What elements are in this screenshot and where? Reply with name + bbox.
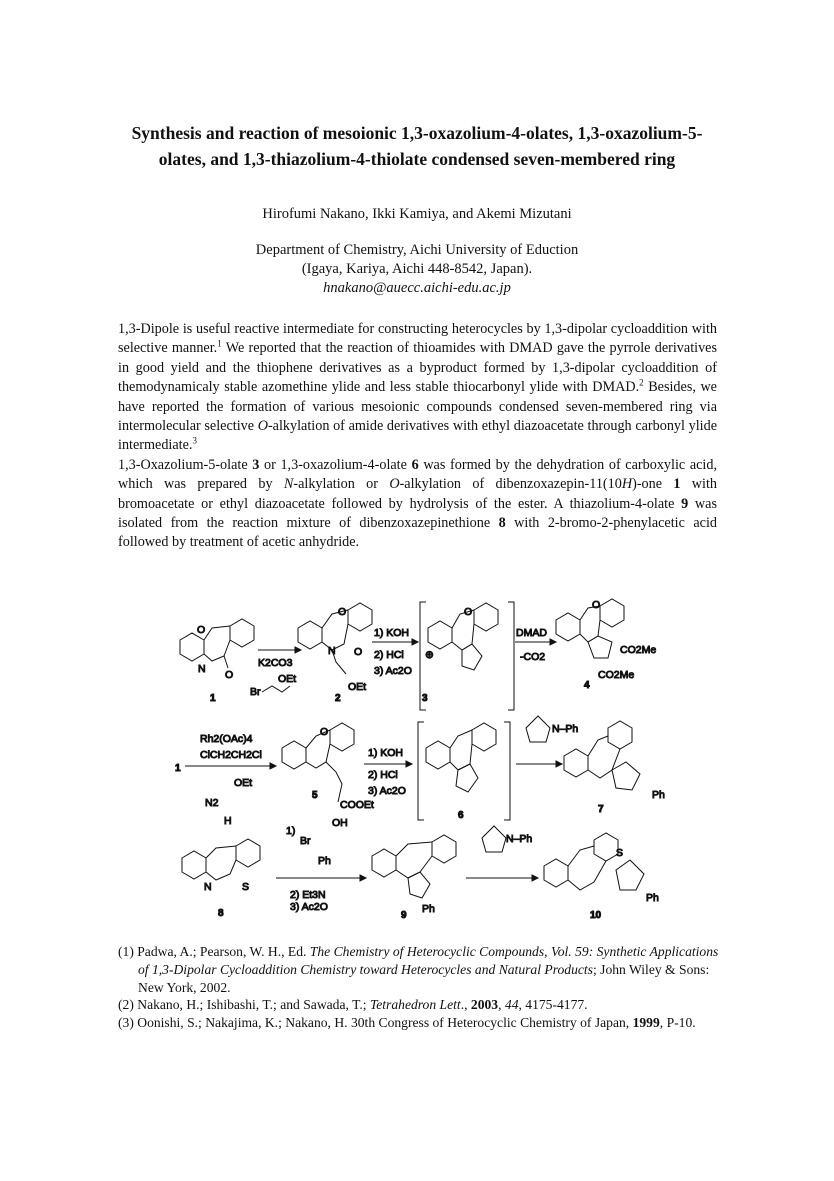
email-link[interactable]: hnakano@auecc.aichi-edu.ac.jp bbox=[323, 280, 511, 296]
compound-label-1: 1 bbox=[210, 693, 216, 704]
ph-10: Ph bbox=[646, 892, 659, 904]
maleimide-reagent-1 bbox=[526, 716, 550, 742]
ring-o-label: O bbox=[197, 624, 206, 636]
n-label-2: N bbox=[328, 645, 336, 657]
compound-label-10: 10 bbox=[590, 910, 602, 921]
reagent-ph-3: Ph bbox=[318, 855, 331, 867]
compound-1-structure bbox=[180, 619, 254, 668]
paragraph-2: 1,3-Oxazolium-5-olate 3 or 1,3-oxazolium-4-olate 6 was formed by the dehydration of carboxylic acid, which was prepared by N-alkylation or O-alkylation of dibenzoxazepin-11(10H)-one 1 with bromoacetate or ethyl diazoacetate followed by hydrolysis of the ester. A thiazolium-4-olate 9 was isolated from the reaction mixture of dibenzoxazepinethione 8 with 2-bromo-2-phenylacetic acid followed by treatment of acetic anhydride. bbox=[118, 456, 718, 551]
carbonyl-o-2: O bbox=[354, 646, 363, 658]
reagent-oh: OH bbox=[332, 817, 348, 829]
bracket-3 bbox=[420, 602, 514, 710]
carbonyl-o-label: O bbox=[225, 669, 234, 681]
reagent-solvent: ClCH2CH2Cl bbox=[200, 749, 262, 761]
compound-2-structure bbox=[298, 603, 372, 674]
ring-o-2: O bbox=[338, 606, 347, 618]
co2me-a: CO2Me bbox=[620, 644, 657, 656]
step-hcl-2: 2) HCl bbox=[368, 769, 398, 781]
ring-o-4: O bbox=[592, 599, 601, 611]
step-ac2o-2: 3) Ac2O bbox=[368, 785, 406, 797]
compound-label-3: 3 bbox=[422, 693, 428, 704]
reagent-dmad: DMAD bbox=[516, 627, 547, 639]
compound-8-structure bbox=[182, 839, 260, 880]
references bbox=[118, 943, 728, 1032]
reaction-scheme bbox=[160, 598, 700, 928]
address: (Igaya, Kariya, Aichi 448-8542, Japan). bbox=[301, 261, 533, 277]
compound-label-5: 5 bbox=[312, 790, 318, 801]
reagent-rh: Rh2(OAc)4 bbox=[200, 733, 253, 745]
compound-label-4: 4 bbox=[584, 680, 590, 691]
step-ac2o-1: 3) Ac2O bbox=[374, 665, 412, 677]
reagent-oet: OEt bbox=[278, 673, 297, 685]
compound-label-9: 9 bbox=[401, 910, 407, 921]
nh-label-8: N bbox=[204, 881, 212, 893]
reagent-co2: -CO2 bbox=[520, 651, 546, 663]
authors: Hirofumi Nakano, Ikki Kamiya, and Akemi Mizutani bbox=[262, 206, 572, 222]
nph-reagent-2: N–Ph bbox=[506, 833, 533, 845]
thione-s-label: S bbox=[242, 881, 250, 893]
compound-9-structure bbox=[372, 835, 456, 898]
compound-label-2: 2 bbox=[335, 693, 341, 704]
compound-label-7: 7 bbox=[598, 804, 604, 815]
nph-reagent-1: N–Ph bbox=[552, 723, 579, 735]
oxazolium-plus: ⊕ bbox=[425, 649, 434, 661]
paragraph-1: 1,3-Dipole is useful reactive intermediate for constructing heterocycles by 1,3-dipolar cycloaddition with selective manner.$^1$ We reported that the reaction of thioamides with DMAD gave the pyrrole derivatives in good yield and the thiophene derivatives as a byproduct formed by 1,3-dipolar cycloaddition of themodynamicaly stable azomethine ylide and less stable thiocarbonyl ylide with DMAD.$^2$ Besides, we have reported the formation of various mesoionic compounds condensed seven-membered ring via intermolecular selective O-alkylation of amide derivatives with ethyl diazoacetate through carbonyl ylide intermediate.$^3$ bbox=[118, 321, 717, 454]
compound-label-6: 6 bbox=[458, 810, 464, 821]
reagent-oet-2: OEt bbox=[234, 777, 253, 789]
maleimide-reagent-2 bbox=[482, 826, 506, 852]
affiliation bbox=[0, 241, 834, 298]
cooet-5: COOEt bbox=[340, 799, 374, 811]
co2me-b: CO2Me bbox=[598, 669, 635, 681]
step-koh-2: 1) KOH bbox=[368, 747, 404, 759]
step-ac2o-3: 3) Ac2O bbox=[290, 901, 328, 913]
nh-label: N bbox=[198, 663, 206, 675]
thio-s-10: S bbox=[616, 847, 624, 859]
paper-title: Synthesis and reaction of mesoionic 1,3-oxazolium-4-olates, 1,3-oxazolium-5-olates, and 1,3-thiazolium-4-thiolate condensed seven-membered ring bbox=[131, 123, 703, 169]
compound-6-structure bbox=[426, 723, 496, 792]
compound-10-structure bbox=[544, 833, 644, 890]
step-koh-1: 1) KOH bbox=[374, 627, 410, 639]
compound-label-1b: 1 bbox=[175, 763, 181, 774]
reference-2: (2) Nakano, H.; Ishibashi, T.; and Sawada, T.; Tetrahedron Lett., 2003, 44, 4175-4177. bbox=[118, 997, 588, 1013]
compound-3-structure bbox=[428, 603, 498, 670]
reference-3: (3) Oonishi, S.; Nakajima, K.; Nakano, H. 30th Congress of Heterocyclic Chemistry of Japan, 1999, P-10. bbox=[118, 1015, 696, 1031]
step-1-label: 1) bbox=[286, 825, 296, 837]
ph-9: Ph bbox=[422, 903, 435, 915]
ring-o-3: O bbox=[464, 606, 473, 618]
step-hcl-1: 2) HCl bbox=[374, 649, 404, 661]
ester-oet-2: OEt bbox=[348, 681, 367, 693]
ph-7: Ph bbox=[652, 789, 665, 801]
reference-1: (1) Padwa, A.; Pearson, W. H., Ed. The Chemistry of Heterocyclic Compounds, Vol. 59: Synthetic Applications of 1,3-Dipolar Cycloaddition Chemistry toward Heterocycles and Natural Products; John Wiley & Sons: New York, 2002. bbox=[118, 944, 719, 995]
department: Department of Chemistry, Aichi University of Eduction bbox=[255, 242, 579, 258]
abstract bbox=[118, 320, 717, 553]
reagent-k2co3: K2CO3 bbox=[258, 657, 293, 669]
reagent-br: Br bbox=[250, 686, 261, 698]
compound-5-structure bbox=[282, 723, 354, 802]
reagent-h: H bbox=[224, 815, 232, 827]
step-et3n: 2) Et3N bbox=[290, 889, 326, 901]
compound-4-structure bbox=[556, 599, 624, 658]
ring-o-5: O bbox=[320, 726, 329, 738]
reagent-n2: N2 bbox=[205, 797, 219, 809]
reagent-br-3: Br bbox=[300, 835, 311, 847]
compound-label-8: 8 bbox=[218, 908, 224, 919]
